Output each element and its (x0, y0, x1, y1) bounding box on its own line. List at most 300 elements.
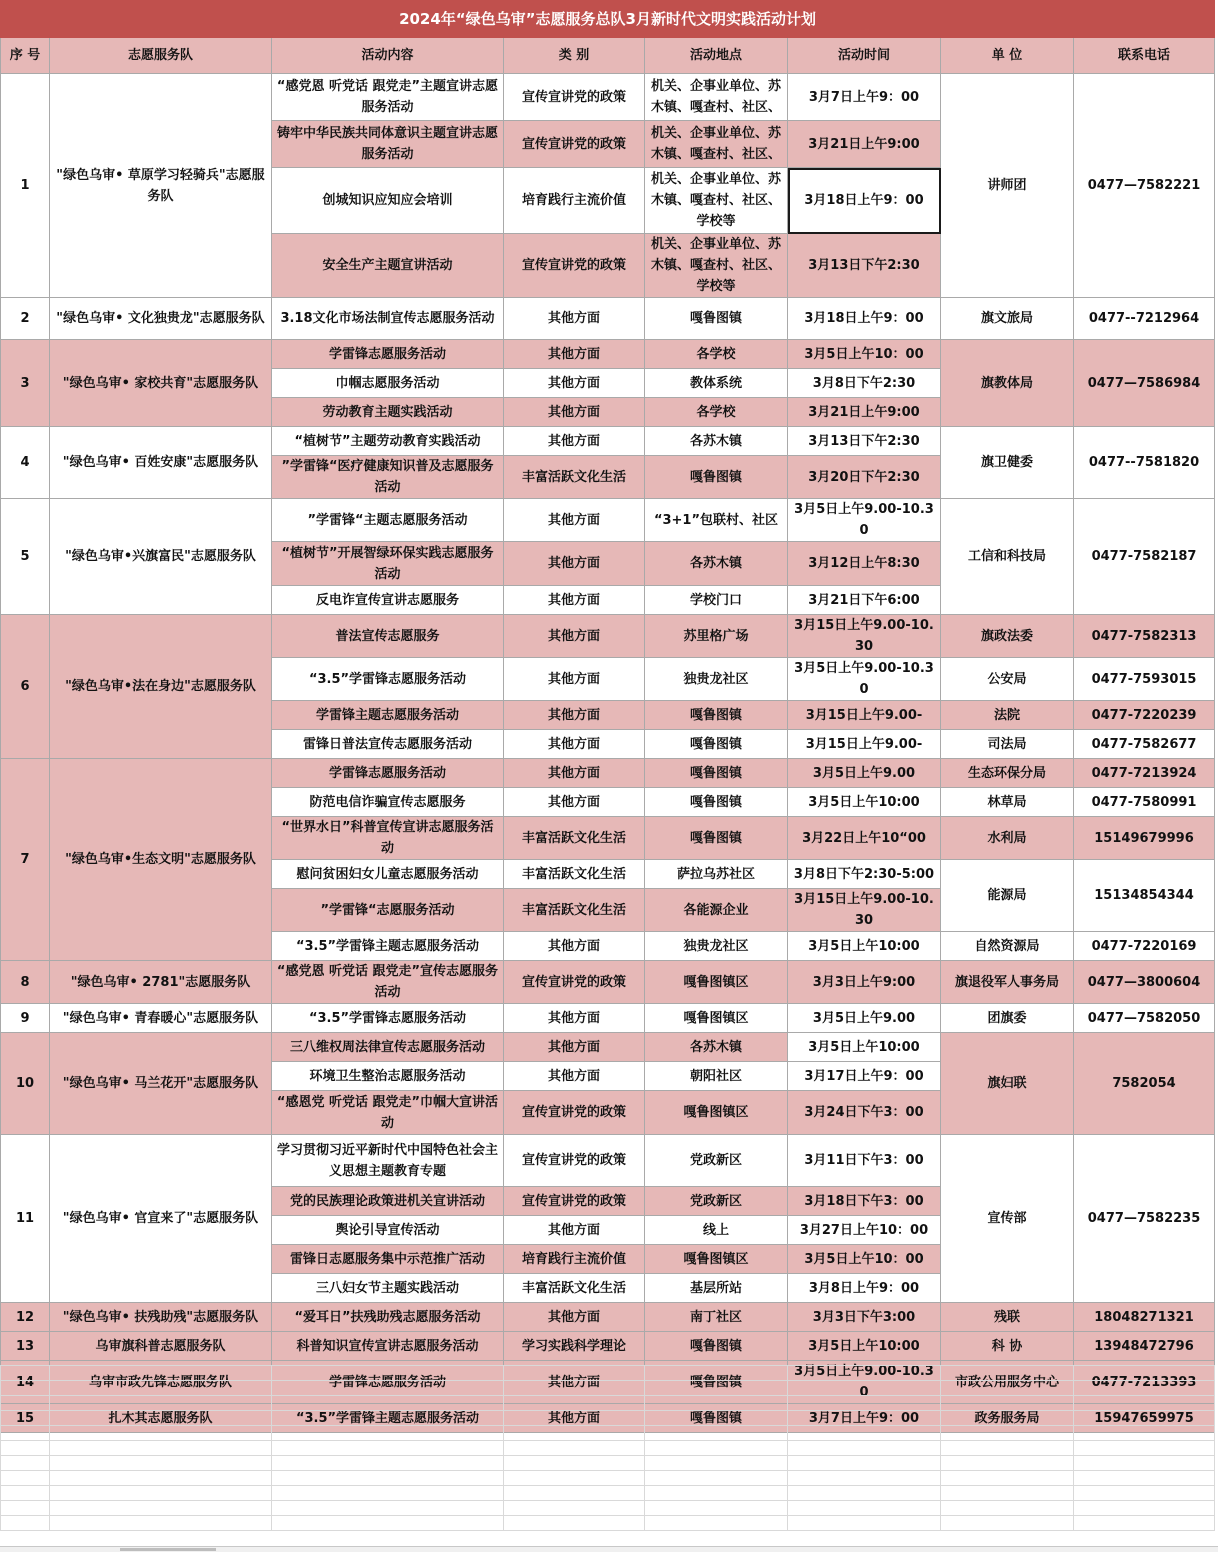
category-cell[interactable]: 宣传宣讲党的政策 (504, 74, 645, 121)
unit-cell[interactable]: 公安局 (941, 658, 1074, 701)
empty-cell[interactable] (1, 1456, 50, 1471)
empty-cell[interactable] (645, 1381, 788, 1396)
time-cell[interactable]: 3月15日上午9.00-10.30 (788, 889, 941, 932)
place-cell[interactable]: 独贵龙社区 (645, 932, 788, 961)
time-cell[interactable]: 3月3日下午3:00 (788, 1303, 941, 1332)
empty-cell[interactable] (1074, 1411, 1215, 1426)
empty-cell[interactable] (272, 1396, 504, 1411)
empty-cell[interactable] (1074, 1471, 1215, 1486)
category-cell[interactable]: 其他方面 (504, 340, 645, 369)
content-cell[interactable]: 劳动教育主题实践活动 (272, 398, 504, 427)
empty-cell[interactable] (941, 1366, 1074, 1381)
category-cell[interactable]: 其他方面 (504, 298, 645, 340)
empty-cell[interactable] (504, 1441, 645, 1456)
empty-cell[interactable] (1074, 1441, 1215, 1456)
team-cell[interactable]: 乌审旗科普志愿服务队 (50, 1332, 272, 1361)
place-cell[interactable]: 各学校 (645, 398, 788, 427)
category-cell[interactable]: 培育践行主流价值 (504, 168, 645, 234)
empty-cell[interactable] (788, 1426, 941, 1441)
unit-cell[interactable]: 司法局 (941, 730, 1074, 759)
place-cell[interactable]: “3+1”包联村、社区 (645, 499, 788, 542)
empty-cell[interactable] (788, 1396, 941, 1411)
header-cell[interactable]: 联系电话 (1074, 38, 1215, 74)
empty-cell[interactable] (1074, 1456, 1215, 1471)
empty-cell[interactable] (645, 1486, 788, 1501)
empty-cell[interactable] (941, 1441, 1074, 1456)
unit-cell[interactable]: 科 协 (941, 1332, 1074, 1361)
category-cell[interactable]: 丰富活跃文化生活 (504, 1274, 645, 1303)
place-cell[interactable]: 嘎鲁图镇 (645, 1404, 788, 1433)
unit-cell[interactable]: 旗妇联 (941, 1033, 1074, 1135)
unit-cell[interactable]: 林草局 (941, 788, 1074, 817)
place-cell[interactable]: 嘎鲁图镇区 (645, 961, 788, 1004)
header-cell[interactable]: 活动地点 (645, 38, 788, 74)
place-cell[interactable]: 嘎鲁图镇区 (645, 1004, 788, 1033)
place-cell[interactable]: 嘎鲁图镇 (645, 759, 788, 788)
serial-cell[interactable]: 5 (1, 499, 50, 615)
phone-cell[interactable]: 0477-7213393 (1074, 1361, 1215, 1404)
unit-cell[interactable]: 旗文旅局 (941, 298, 1074, 340)
phone-cell[interactable]: 0477-7582677 (1074, 730, 1215, 759)
content-cell[interactable]: “3.5”学雷锋志愿服务活动 (272, 658, 504, 701)
empty-cell[interactable] (504, 1471, 645, 1486)
header-cell[interactable]: 活动时间 (788, 38, 941, 74)
category-cell[interactable]: 学习实践科学理论 (504, 1332, 645, 1361)
content-cell[interactable]: 反电诈宣传宣讲志愿服务 (272, 586, 504, 615)
time-cell[interactable]: 3月5日上午10:00 (788, 1332, 941, 1361)
empty-cell[interactable] (50, 1366, 272, 1381)
empty-cell[interactable] (788, 1471, 941, 1486)
empty-cell[interactable] (941, 1381, 1074, 1396)
team-cell[interactable]: "绿色乌审•生态文明"志愿服务队 (50, 759, 272, 961)
time-cell[interactable]: 3月21日上午9:00 (788, 121, 941, 168)
content-cell[interactable]: “植树节”开展智绿环保实践志愿服务活动 (272, 542, 504, 586)
empty-cell[interactable] (50, 1381, 272, 1396)
phone-cell[interactable]: 0477—7582235 (1074, 1135, 1215, 1303)
time-cell[interactable]: 3月5日上午9.00 (788, 759, 941, 788)
place-cell[interactable]: 学校门口 (645, 586, 788, 615)
unit-cell[interactable]: 讲师团 (941, 74, 1074, 298)
phone-cell[interactable]: 0477-7580991 (1074, 788, 1215, 817)
phone-cell[interactable]: 0477—3800604 (1074, 961, 1215, 1004)
phone-cell[interactable]: 0477-7582313 (1074, 615, 1215, 658)
content-cell[interactable]: 安全生产主题宣讲活动 (272, 234, 504, 298)
serial-cell[interactable]: 14 (1, 1361, 50, 1404)
content-cell[interactable]: 环境卫生整治志愿服务活动 (272, 1062, 504, 1091)
team-cell[interactable]: "绿色乌审• 官宣来了"志愿服务队 (50, 1135, 272, 1303)
empty-cell[interactable] (50, 1501, 272, 1516)
team-cell[interactable]: "绿色乌审• 青春暖心"志愿服务队 (50, 1004, 272, 1033)
content-cell[interactable]: 科普知识宣传宣讲志愿服务活动 (272, 1332, 504, 1361)
phone-cell[interactable]: 7582054 (1074, 1033, 1215, 1135)
empty-cell[interactable] (50, 1441, 272, 1456)
empty-cell[interactable] (504, 1411, 645, 1426)
time-cell[interactable]: 3月13日下午2:30 (788, 427, 941, 456)
time-cell[interactable]: 3月5日上午10:00 (788, 932, 941, 961)
empty-cell[interactable] (504, 1456, 645, 1471)
phone-cell[interactable]: 0477—7586984 (1074, 340, 1215, 427)
unit-cell[interactable]: 旗卫健委 (941, 427, 1074, 499)
empty-cell[interactable] (941, 1456, 1074, 1471)
empty-cell[interactable] (504, 1381, 645, 1396)
serial-cell[interactable]: 9 (1, 1004, 50, 1033)
time-cell[interactable]: 3月24日下午3：00 (788, 1091, 941, 1135)
team-cell[interactable]: "绿色乌审• 马兰花开"志愿服务队 (50, 1033, 272, 1135)
empty-cell[interactable] (504, 1426, 645, 1441)
category-cell[interactable]: 丰富活跃文化生活 (504, 456, 645, 499)
empty-cell[interactable] (50, 1456, 272, 1471)
place-cell[interactable]: 嘎鲁图镇 (645, 788, 788, 817)
serial-cell[interactable]: 3 (1, 340, 50, 427)
header-cell[interactable]: 活动内容 (272, 38, 504, 74)
category-cell[interactable]: 其他方面 (504, 701, 645, 730)
content-cell[interactable]: “感恩党 听党话 跟党走”巾帼大宣讲活动 (272, 1091, 504, 1135)
place-cell[interactable]: 线上 (645, 1216, 788, 1245)
unit-cell[interactable]: 市政公用服务中心 (941, 1361, 1074, 1404)
content-cell[interactable]: 学雷锋志愿服务活动 (272, 340, 504, 369)
time-cell[interactable]: 3月5日上午9.00-10.30 (788, 499, 941, 542)
place-cell[interactable]: 嘎鲁图镇 (645, 701, 788, 730)
empty-cell[interactable] (272, 1366, 504, 1381)
empty-cell[interactable] (1074, 1516, 1215, 1531)
time-cell[interactable]: 3月12日上午8:30 (788, 542, 941, 586)
empty-cell[interactable] (1, 1471, 50, 1486)
place-cell[interactable]: 嘎鲁图镇 (645, 730, 788, 759)
empty-cell[interactable] (50, 1411, 272, 1426)
serial-cell[interactable]: 12 (1, 1303, 50, 1332)
content-cell[interactable]: “3.5”学雷锋主题志愿服务活动 (272, 1404, 504, 1433)
category-cell[interactable]: 其他方面 (504, 369, 645, 398)
time-cell[interactable]: 3月7日上午9：00 (788, 1404, 941, 1433)
time-cell[interactable]: 3月22日上午10“00 (788, 817, 941, 860)
empty-cell[interactable] (1, 1516, 50, 1531)
content-cell[interactable]: 雷锋日志愿服务集中示范推广活动 (272, 1245, 504, 1274)
time-cell[interactable]: 3月5日上午10：00 (788, 1245, 941, 1274)
serial-cell[interactable]: 13 (1, 1332, 50, 1361)
time-cell[interactable]: 3月5日上午9.00-10.30 (788, 658, 941, 701)
category-cell[interactable]: 其他方面 (504, 788, 645, 817)
unit-cell[interactable]: 残联 (941, 1303, 1074, 1332)
empty-cell[interactable] (504, 1486, 645, 1501)
empty-cell[interactable] (50, 1516, 272, 1531)
empty-cell[interactable] (645, 1411, 788, 1426)
empty-cell[interactable] (1, 1366, 50, 1381)
category-cell[interactable]: 其他方面 (504, 1361, 645, 1404)
unit-cell[interactable]: 旗政法委 (941, 615, 1074, 658)
team-cell[interactable]: "绿色乌审• 2781"志愿服务队 (50, 961, 272, 1004)
place-cell[interactable]: 机关、企事业单位、苏木镇、嘎查村、社区、学校等 (645, 168, 788, 234)
phone-cell[interactable]: 0477-7220239 (1074, 701, 1215, 730)
content-cell[interactable]: “3.5”学雷锋主题志愿服务活动 (272, 932, 504, 961)
empty-cell[interactable] (50, 1396, 272, 1411)
empty-cell[interactable] (645, 1501, 788, 1516)
place-cell[interactable]: 萨拉乌苏社区 (645, 860, 788, 889)
category-cell[interactable]: 其他方面 (504, 1004, 645, 1033)
time-cell[interactable]: 3月5日上午9.00 (788, 1004, 941, 1033)
content-cell[interactable]: 舆论引导宣传活动 (272, 1216, 504, 1245)
category-cell[interactable]: 其他方面 (504, 1033, 645, 1062)
empty-cell[interactable] (504, 1366, 645, 1381)
content-cell[interactable]: 3.18文化市场法制宣传志愿服务活动 (272, 298, 504, 340)
time-cell[interactable]: 3月5日上午10:00 (788, 1033, 941, 1062)
place-cell[interactable]: 教体系统 (645, 369, 788, 398)
content-cell[interactable]: ”学雷锋“志愿服务活动 (272, 889, 504, 932)
header-cell[interactable]: 志愿服务队 (50, 38, 272, 74)
category-cell[interactable]: 其他方面 (504, 759, 645, 788)
empty-cell[interactable] (645, 1396, 788, 1411)
category-cell[interactable]: 其他方面 (504, 1062, 645, 1091)
team-cell[interactable]: "绿色乌审• 扶残助残"志愿服务队 (50, 1303, 272, 1332)
time-cell[interactable]: 3月8日上午9：00 (788, 1274, 941, 1303)
time-cell[interactable]: 3月15日上午9.00- (788, 701, 941, 730)
empty-cell[interactable] (1, 1396, 50, 1411)
empty-cell[interactable] (645, 1456, 788, 1471)
time-cell[interactable]: 3月8日下午2:30 (788, 369, 941, 398)
empty-cell[interactable] (1, 1381, 50, 1396)
phone-cell[interactable]: 18048271321 (1074, 1303, 1215, 1332)
content-cell[interactable]: 三八妇女节主题实践活动 (272, 1274, 504, 1303)
phone-cell[interactable]: 0477-7582187 (1074, 499, 1215, 615)
empty-cell[interactable] (1074, 1486, 1215, 1501)
empty-cell[interactable] (645, 1441, 788, 1456)
serial-cell[interactable]: 2 (1, 298, 50, 340)
category-cell[interactable]: 其他方面 (504, 1216, 645, 1245)
place-cell[interactable]: 嘎鲁图镇 (645, 1361, 788, 1404)
phone-cell[interactable]: 0477--7581820 (1074, 427, 1215, 499)
empty-cell[interactable] (941, 1516, 1074, 1531)
category-cell[interactable]: 宣传宣讲党的政策 (504, 1135, 645, 1187)
category-cell[interactable]: 其他方面 (504, 499, 645, 542)
content-cell[interactable]: 学雷锋志愿服务活动 (272, 759, 504, 788)
category-cell[interactable]: 其他方面 (504, 586, 645, 615)
category-cell[interactable]: 培育践行主流价值 (504, 1245, 645, 1274)
time-cell[interactable]: 3月21日下午6:00 (788, 586, 941, 615)
time-cell[interactable]: 3月18日下午3：00 (788, 1187, 941, 1216)
header-cell[interactable]: 单 位 (941, 38, 1074, 74)
empty-cell[interactable] (272, 1471, 504, 1486)
empty-cell[interactable] (788, 1456, 941, 1471)
category-cell[interactable]: 丰富活跃文化生活 (504, 889, 645, 932)
category-cell[interactable]: 其他方面 (504, 398, 645, 427)
empty-cell[interactable] (272, 1411, 504, 1426)
place-cell[interactable]: 机关、企事业单位、苏木镇、嘎查村、社区、学校等 (645, 234, 788, 298)
unit-cell[interactable]: 生态环保分局 (941, 759, 1074, 788)
serial-cell[interactable]: 1 (1, 74, 50, 298)
team-cell[interactable]: 乌审市政先锋志愿服务队 (50, 1361, 272, 1404)
place-cell[interactable]: 嘎鲁图镇区 (645, 1245, 788, 1274)
phone-cell[interactable]: 0477—7582221 (1074, 74, 1215, 298)
empty-cell[interactable] (504, 1501, 645, 1516)
empty-cell[interactable] (788, 1486, 941, 1501)
empty-cell[interactable] (272, 1441, 504, 1456)
time-cell[interactable]: 3月13日下午2:30 (788, 234, 941, 298)
place-cell[interactable]: 党政新区 (645, 1187, 788, 1216)
horizontal-scrollbar[interactable] (0, 1546, 1218, 1552)
content-cell[interactable]: 党的民族理论政策进机关宣讲活动 (272, 1187, 504, 1216)
time-cell[interactable]: 3月15日上午9.00- (788, 730, 941, 759)
place-cell[interactable]: 朝阳社区 (645, 1062, 788, 1091)
time-cell[interactable]: 3月27日上午10：00 (788, 1216, 941, 1245)
empty-cell[interactable] (1074, 1396, 1215, 1411)
empty-cell[interactable] (941, 1486, 1074, 1501)
empty-cell[interactable] (50, 1426, 272, 1441)
content-cell[interactable]: 三八维权周法律宣传志愿服务活动 (272, 1033, 504, 1062)
sheet-title[interactable]: 2024年“绿色乌审”志愿服务总队3月新时代文明实践活动计划 (1, 1, 1215, 38)
content-cell[interactable]: 学雷锋主题志愿服务活动 (272, 701, 504, 730)
empty-cell[interactable] (504, 1396, 645, 1411)
time-cell[interactable]: 3月20日下午2:30 (788, 456, 941, 499)
unit-cell[interactable]: 水利局 (941, 817, 1074, 860)
place-cell[interactable]: 独贵龙社区 (645, 658, 788, 701)
team-cell[interactable]: "绿色乌审• 文化独贵龙"志愿服务队 (50, 298, 272, 340)
category-cell[interactable]: 其他方面 (504, 1404, 645, 1433)
category-cell[interactable]: 其他方面 (504, 542, 645, 586)
time-cell[interactable]: 3月5日上午10：00 (788, 340, 941, 369)
content-cell[interactable]: 学习贯彻习近平新时代中国特色社会主义思想主题教育专题 (272, 1135, 504, 1187)
unit-cell[interactable]: 团旗委 (941, 1004, 1074, 1033)
empty-cell[interactable] (272, 1501, 504, 1516)
place-cell[interactable]: 党政新区 (645, 1135, 788, 1187)
unit-cell[interactable]: 能源局 (941, 860, 1074, 932)
content-cell[interactable]: ”学雷锋“医疗健康知识普及志愿服务活动 (272, 456, 504, 499)
serial-cell[interactable]: 15 (1, 1404, 50, 1433)
category-cell[interactable]: 宣传宣讲党的政策 (504, 234, 645, 298)
category-cell[interactable]: 其他方面 (504, 427, 645, 456)
empty-cell[interactable] (272, 1516, 504, 1531)
serial-cell[interactable]: 10 (1, 1033, 50, 1135)
empty-cell[interactable] (1, 1426, 50, 1441)
place-cell[interactable]: 嘎鲁图镇 (645, 456, 788, 499)
phone-cell[interactable]: 0477-7593015 (1074, 658, 1215, 701)
place-cell[interactable]: 嘎鲁图镇 (645, 817, 788, 860)
content-cell[interactable]: 巾帼志愿服务活动 (272, 369, 504, 398)
header-cell[interactable]: 序 号 (1, 38, 50, 74)
unit-cell[interactable]: 宣传部 (941, 1135, 1074, 1303)
empty-cell[interactable] (1074, 1426, 1215, 1441)
empty-cell[interactable] (645, 1516, 788, 1531)
content-cell[interactable]: ”学雷锋“主题志愿服务活动 (272, 499, 504, 542)
place-cell[interactable]: 各能源企业 (645, 889, 788, 932)
place-cell[interactable]: 各学校 (645, 340, 788, 369)
empty-cell[interactable] (1074, 1381, 1215, 1396)
empty-cell[interactable] (788, 1411, 941, 1426)
place-cell[interactable]: 嘎鲁图镇 (645, 298, 788, 340)
time-cell[interactable]: 3月8日下午2:30-5:00 (788, 860, 941, 889)
phone-cell[interactable]: 13948472796 (1074, 1332, 1215, 1361)
team-cell[interactable]: "绿色乌审•兴旗富民"志愿服务队 (50, 499, 272, 615)
team-cell[interactable]: 扎木其志愿服务队 (50, 1404, 272, 1433)
time-cell[interactable]: 3月17日上午9：00 (788, 1062, 941, 1091)
category-cell[interactable]: 其他方面 (504, 658, 645, 701)
empty-cell[interactable] (788, 1501, 941, 1516)
category-cell[interactable]: 宣传宣讲党的政策 (504, 1091, 645, 1135)
empty-cell[interactable] (788, 1381, 941, 1396)
phone-cell[interactable]: 0477--7212964 (1074, 298, 1215, 340)
selected-cell[interactable]: 3月18日上午9：00 (788, 168, 941, 234)
serial-cell[interactable]: 11 (1, 1135, 50, 1303)
category-cell[interactable]: 丰富活跃文化生活 (504, 817, 645, 860)
empty-cell[interactable] (1, 1501, 50, 1516)
empty-cell[interactable] (941, 1426, 1074, 1441)
empty-cell[interactable] (50, 1471, 272, 1486)
place-cell[interactable]: 基层所站 (645, 1274, 788, 1303)
content-cell[interactable]: “植树节”主题劳动教育实践活动 (272, 427, 504, 456)
empty-cell[interactable] (645, 1426, 788, 1441)
empty-cell[interactable] (941, 1471, 1074, 1486)
place-cell[interactable]: 各苏木镇 (645, 427, 788, 456)
category-cell[interactable]: 宣传宣讲党的政策 (504, 121, 645, 168)
category-cell[interactable]: 其他方面 (504, 615, 645, 658)
serial-cell[interactable]: 6 (1, 615, 50, 759)
place-cell[interactable]: 嘎鲁图镇区 (645, 1091, 788, 1135)
phone-cell[interactable]: 15947659975 (1074, 1404, 1215, 1433)
content-cell[interactable]: 创城知识应知应会培训 (272, 168, 504, 234)
serial-cell[interactable]: 4 (1, 427, 50, 499)
content-cell[interactable]: 普法宣传志愿服务 (272, 615, 504, 658)
time-cell[interactable]: 3月5日上午9.00-10.30 (788, 1361, 941, 1404)
unit-cell[interactable]: 旗教体局 (941, 340, 1074, 427)
team-cell[interactable]: "绿色乌审• 家校共育"志愿服务队 (50, 340, 272, 427)
phone-cell[interactable]: 15149679996 (1074, 817, 1215, 860)
unit-cell[interactable]: 旗退役军人事务局 (941, 961, 1074, 1004)
team-cell[interactable]: "绿色乌审• 草原学习轻骑兵"志愿服务队 (50, 74, 272, 298)
time-cell[interactable]: 3月18日上午9：00 (788, 298, 941, 340)
time-cell[interactable]: 3月5日上午10:00 (788, 788, 941, 817)
content-cell[interactable]: “感党恩 听党话 跟党走”主题宣讲志愿服务活动 (272, 74, 504, 121)
content-cell[interactable]: 慰问贫困妇女儿童志愿服务活动 (272, 860, 504, 889)
unit-cell[interactable]: 法院 (941, 701, 1074, 730)
empty-cell[interactable] (1074, 1501, 1215, 1516)
content-cell[interactable]: 铸牢中华民族共同体意识主题宣讲志愿服务活动 (272, 121, 504, 168)
empty-cell[interactable] (272, 1486, 504, 1501)
unit-cell[interactable]: 政务服务局 (941, 1404, 1074, 1433)
content-cell[interactable]: “3.5”学雷锋志愿服务活动 (272, 1004, 504, 1033)
category-cell[interactable]: 丰富活跃文化生活 (504, 860, 645, 889)
empty-cell[interactable] (788, 1516, 941, 1531)
phone-cell[interactable]: 0477-7213924 (1074, 759, 1215, 788)
serial-cell[interactable]: 7 (1, 759, 50, 961)
team-cell[interactable]: "绿色乌审•法在身边"志愿服务队 (50, 615, 272, 759)
team-cell[interactable]: "绿色乌审• 百姓安康"志愿服务队 (50, 427, 272, 499)
place-cell[interactable]: 机关、企事业单位、苏木镇、嘎查村、社区、 (645, 74, 788, 121)
category-cell[interactable]: 宣传宣讲党的政策 (504, 1187, 645, 1216)
category-cell[interactable]: 其他方面 (504, 932, 645, 961)
time-cell[interactable]: 3月3日上午9:00 (788, 961, 941, 1004)
empty-cell[interactable] (272, 1426, 504, 1441)
empty-cell[interactable] (941, 1501, 1074, 1516)
empty-cell[interactable] (941, 1396, 1074, 1411)
place-cell[interactable]: 各苏木镇 (645, 1033, 788, 1062)
content-cell[interactable]: 防范电信诈骗宣传志愿服务 (272, 788, 504, 817)
unit-cell[interactable]: 自然资源局 (941, 932, 1074, 961)
empty-cell[interactable] (1, 1441, 50, 1456)
empty-cell[interactable] (645, 1366, 788, 1381)
phone-cell[interactable]: 15134854344 (1074, 860, 1215, 932)
place-cell[interactable]: 嘎鲁图镇 (645, 1332, 788, 1361)
place-cell[interactable]: 机关、企事业单位、苏木镇、嘎查村、社区、 (645, 121, 788, 168)
category-cell[interactable]: 其他方面 (504, 1303, 645, 1332)
phone-cell[interactable]: 0477—7582050 (1074, 1004, 1215, 1033)
unit-cell[interactable]: 工信和科技局 (941, 499, 1074, 615)
content-cell[interactable]: “感党恩 听党话 跟党走”宣传志愿服务活动 (272, 961, 504, 1004)
empty-cell[interactable] (788, 1441, 941, 1456)
empty-cell[interactable] (504, 1516, 645, 1531)
empty-cell[interactable] (272, 1456, 504, 1471)
time-cell[interactable]: 3月7日上午9：00 (788, 74, 941, 121)
content-cell[interactable]: “世界水日”科普宣传宣讲志愿服务活动 (272, 817, 504, 860)
content-cell[interactable]: “爱耳日”扶残助残志愿服务活动 (272, 1303, 504, 1332)
time-cell[interactable]: 3月11日下午3：00 (788, 1135, 941, 1187)
